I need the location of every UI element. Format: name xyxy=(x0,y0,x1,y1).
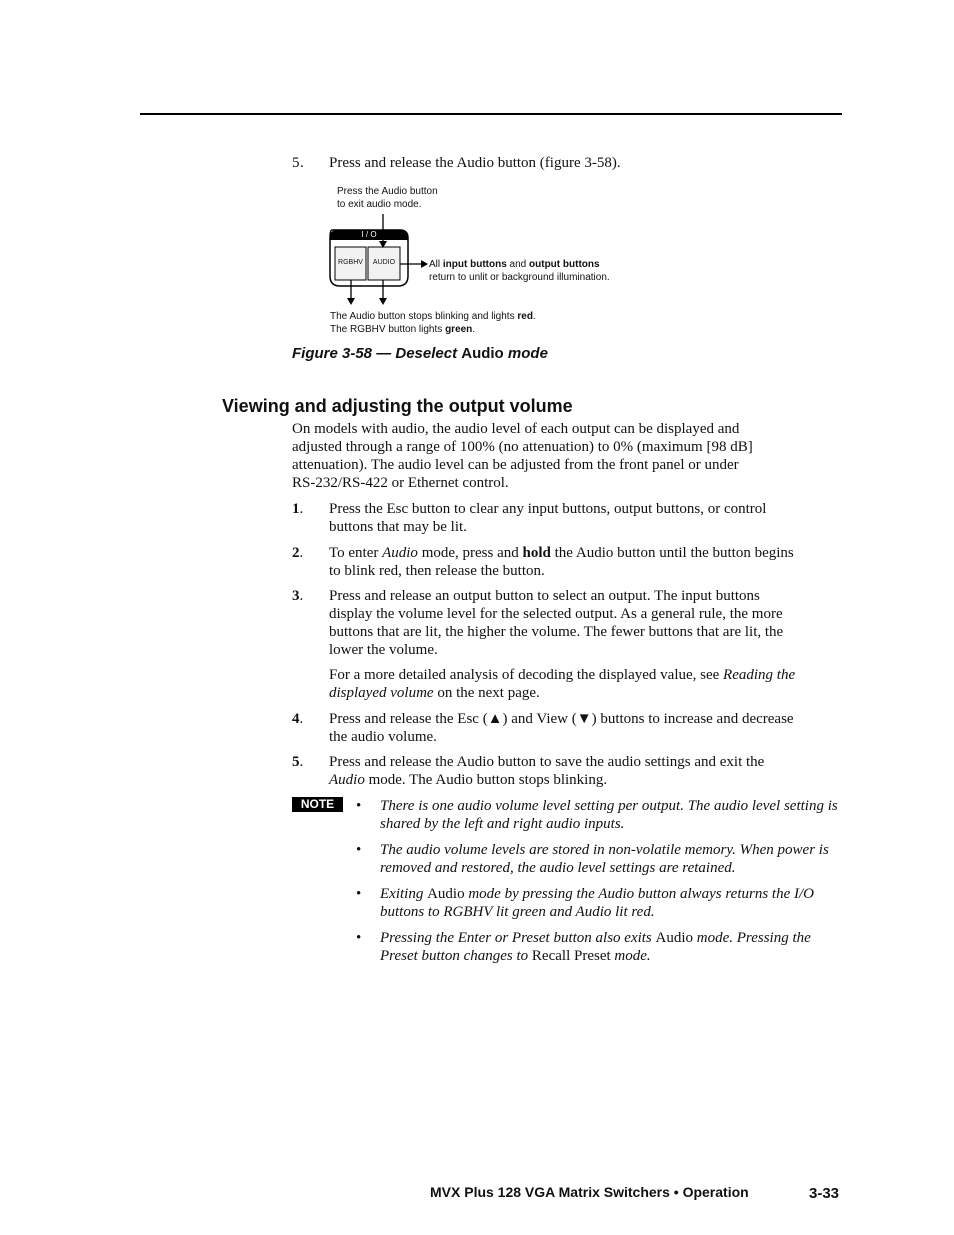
step-4: 4. Press and release the Esc (▲) and View (▼) buttons to increase and decrease the audio volume. xyxy=(292,711,794,745)
figure-callout-top xyxy=(337,185,438,211)
callout-line: to exit audio mode. xyxy=(337,199,422,210)
footer-title: MVX Plus 128 VGA Matrix Switchers • Operation xyxy=(430,1184,749,1200)
step-1: 1. Press the Esc button to clear any input buttons, output buttons, or control buttons that may be lit. xyxy=(292,501,767,535)
step-3: 3. Press and release an output button to select an output. The input buttons display the volume level for the selected output. As a general rule, the more buttons that are lit, the higher the volume. The fewer buttons that are lit, the lower the volume. xyxy=(292,588,784,658)
note-bullet-2: • The audio volume levels are stored in non-volatile memory. When power is removed and restored, the audio level settings are retained. xyxy=(356,842,829,876)
callout-line: Press the Audio button xyxy=(337,186,438,197)
step-5: 5. Press and release the Audio button to save the audio settings and exit the Audio mode. The Audio button stops blinking. xyxy=(292,754,765,788)
step-text: Press and release the Audio button (figure 3-58). xyxy=(329,155,621,171)
step-number: 5 xyxy=(292,155,300,171)
rgbhv-button-label: RGBHV xyxy=(338,259,363,266)
figure-caption: Figure 3-58 — Deselect Audio mode xyxy=(292,345,548,362)
figure-callout-bottom: The Audio button stops blinking and lights red. The RGBHV button lights green. xyxy=(330,311,536,335)
figure-callout-right: All input buttons and output buttons return to unlit or background illumination. xyxy=(429,259,610,283)
note-bullet-4: • Pressing the Enter or Preset button also exits Audio mode. Pressing the Preset button changes to Recall Preset mode. xyxy=(356,930,811,964)
note-bullet-3: • Exiting Audio mode by pressing the Audio button always returns the I/O buttons to RGBHV lit green and Audio lit red. xyxy=(356,886,814,920)
note-bullet-1: • There is one audio volume level setting per output. The audio level setting is shared by the left and right audio inputs. xyxy=(356,798,838,832)
audio-button-label: AUDIO xyxy=(372,259,396,266)
note-badge: NOTE xyxy=(292,797,343,812)
page-number: 3-33 xyxy=(809,1185,840,1202)
header-rule xyxy=(140,113,842,115)
step-2: 2. To enter Audio mode, press and hold the Audio button until the button begins to blink red, then release the button. xyxy=(292,545,794,579)
step-3-detail: For a more detailed analysis of decoding the displayed value, see Reading the displayed volume on the next page. xyxy=(329,667,796,701)
intro-paragraph: On models with audio, the audio level of each output can be displayed and adjusted through a range of 100% (no attenuation) to 0% (maximum [98 dB] attenuation). The audio level can be adjusted from the front panel or under RS-232/RS-422 or Ethernet control. xyxy=(292,421,753,491)
panel-label: I / O xyxy=(361,230,377,239)
step-5-figure-ref: 5 . Press and release the Audio button (figure 3-58). xyxy=(292,154,840,172)
section-heading: Viewing and adjusting the output volume xyxy=(222,396,573,416)
